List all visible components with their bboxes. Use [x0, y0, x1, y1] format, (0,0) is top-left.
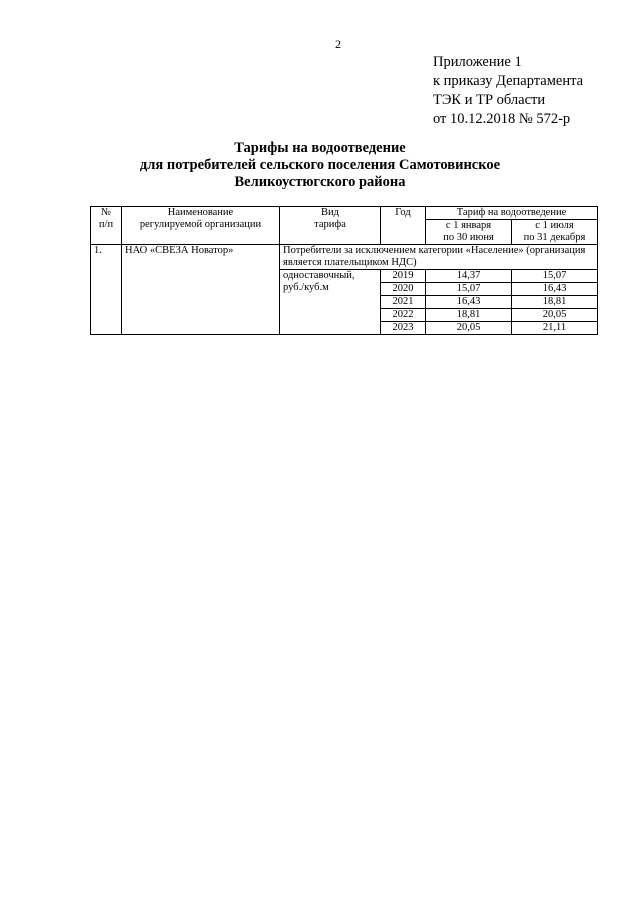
tariff-h1-cell: 18,81: [426, 309, 512, 322]
tariff-type: одноставочный, руб./куб.м: [280, 270, 381, 335]
consumer-category: Потребители за исключением категории «Население» (организация является плательщиком НДС): [280, 245, 598, 270]
header-tariff-type: [280, 207, 381, 245]
header-tariff-type-line-1: Вид: [321, 207, 339, 218]
header-number-line-2: п/п: [98, 219, 114, 230]
page-number: 2: [335, 37, 341, 51]
header-organization-line-1: Наименование: [167, 207, 234, 218]
header-period-2-line-1: с 1 июля: [535, 220, 574, 231]
header-organization: [122, 207, 280, 245]
year-cell: 2021: [381, 296, 426, 309]
tariff-h2-cell: 21,11: [512, 322, 598, 335]
tariff-h1-cell: 20,05: [426, 322, 512, 335]
year-cell: 2023: [381, 322, 426, 335]
document-title: [0, 140, 640, 191]
header-year: Год: [381, 207, 426, 245]
tariff-h2-cell: 18,81: [512, 296, 598, 309]
tariff-table: [90, 206, 598, 335]
header-period-2: [512, 220, 598, 245]
header-number: [91, 207, 122, 245]
appendix-line-2: к приказу Департамента: [433, 73, 584, 89]
tariff-h1-cell: 14,37: [426, 270, 512, 283]
header-row-1: [91, 207, 598, 220]
row-number: 1.: [91, 245, 122, 335]
title-line-2: для потребителей сельского поселения Самотовинское: [139, 157, 501, 173]
header-tariff-type-line-2: тарифа: [314, 219, 346, 230]
appendix-line-3: ТЭК и ТР области: [433, 92, 546, 108]
appendix-line-4: от 10.12.2018 № 572-р: [433, 111, 571, 127]
year-cell: 2019: [381, 270, 426, 283]
header-number-line-1: №: [100, 207, 112, 218]
header-period-2-line-2: по 31 декабря: [523, 232, 586, 243]
organization-name: НАО «СВЕЗА Новатор»: [122, 245, 280, 335]
tariff-h1-cell: 16,43: [426, 296, 512, 309]
tariff-h2-cell: 15,07: [512, 270, 598, 283]
year-cell: 2022: [381, 309, 426, 322]
header-period-1: [426, 220, 512, 245]
header-tariff: Тариф на водоотведение: [426, 207, 598, 220]
title-line-3: Великоустюгского района: [234, 174, 406, 190]
header-period-1-line-1: с 1 января: [445, 220, 492, 231]
year-cell: 2020: [381, 283, 426, 296]
tariff-h2-cell: 20,05: [512, 309, 598, 322]
appendix-block: [433, 53, 583, 129]
title-line-1: Тарифы на водоотведение: [234, 140, 406, 156]
tariff-h2-cell: 16,43: [512, 283, 598, 296]
tariff-h1-cell: 15,07: [426, 283, 512, 296]
appendix-line-1: Приложение 1: [433, 54, 522, 70]
header-organization-line-2: регулируемой организации: [139, 219, 262, 230]
header-period-1-line-2: по 30 июня: [443, 232, 494, 243]
table-row: [91, 245, 598, 270]
